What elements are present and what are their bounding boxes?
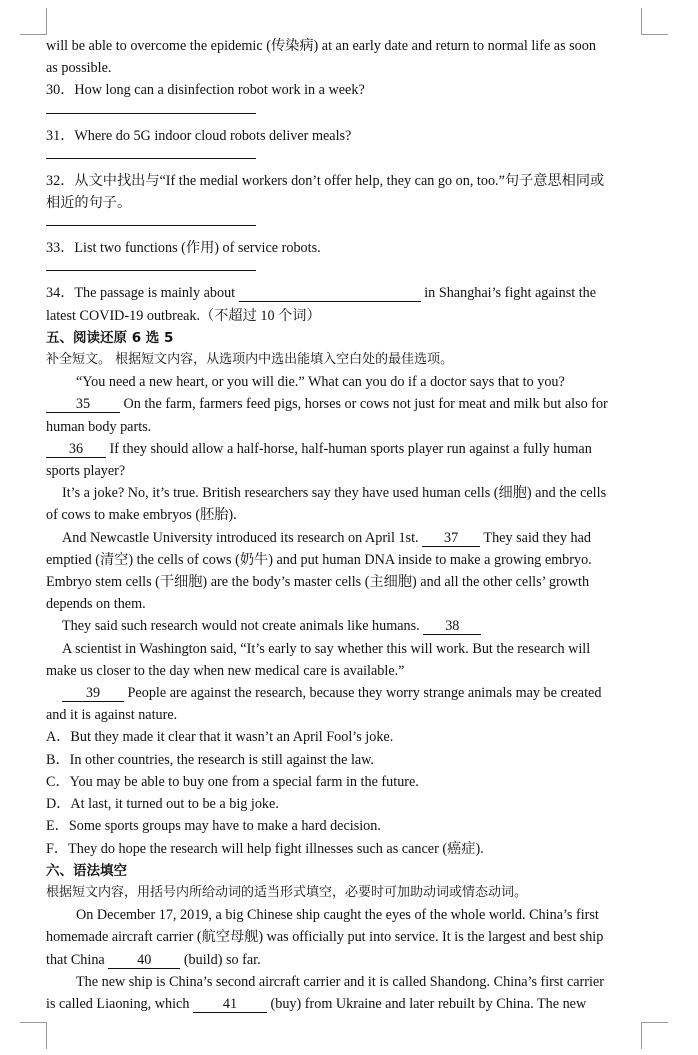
- passage-line: The new ship is China’s second aircraft carrier and it is called Shandong. China’s first carrier: [76, 973, 604, 990]
- text-line: will be able to overcome the epidemic (传染病) at an early date and return to normal life as soon: [46, 38, 596, 54]
- option-b: B．In other countries, the research is still against the law.: [46, 751, 375, 768]
- passage-text: is called Liaoning, which: [46, 995, 190, 1012]
- passage-text: They said they had: [483, 529, 591, 546]
- question-34-prefix: 34．The passage is mainly about: [46, 285, 236, 302]
- question-32-cont: 相近的句子。: [46, 195, 132, 212]
- option-a: A．But they made it clear that it wasn’t an April Fool’s joke.: [46, 729, 394, 746]
- passage-line: and it is against nature.: [46, 707, 178, 724]
- passage-text: (build) so far.: [183, 951, 261, 968]
- passage-line: A scientist in Washington said, “It’s early to say whether this will work. But the research will: [62, 640, 591, 657]
- section-instruction-5: 补全短文。 根据短文内容，从选项内中选出能填入空白处的最佳选项。: [46, 352, 454, 368]
- answer-blank-34[interactable]: [239, 286, 421, 302]
- blank-40[interactable]: 40: [108, 953, 180, 969]
- passage-line: On December 17, 2019, a big Chinese ship caught the eyes of the whole world. China’s first: [76, 907, 599, 924]
- question-34: [46, 282, 642, 304]
- passage-line: [46, 993, 642, 1015]
- passage-text: that China: [46, 951, 105, 968]
- passage-line: It’s a joke? No, it’s true. British researchers say they have used human cells (细胞) and the cells: [62, 485, 607, 502]
- passage-line: [46, 615, 642, 637]
- passage-text: And Newcastle University introduced its research on April 1st.: [62, 529, 419, 546]
- passage-line: [46, 682, 642, 704]
- answer-line-33[interactable]: [46, 261, 256, 271]
- option-c: C．You may be able to buy one from a special farm in the future.: [46, 773, 419, 790]
- question-33: 33．List two functions (作用) of service robots.: [46, 240, 321, 257]
- answer-line-32[interactable]: [46, 216, 256, 226]
- passage-text: They said such research would not create animals like humans.: [62, 618, 420, 635]
- passage-line: [46, 438, 642, 460]
- worksheet-page: [46, 35, 642, 1015]
- blank-39[interactable]: 39: [62, 686, 124, 702]
- option-e: E．Some sports groups may have to make a hard decision.: [46, 818, 381, 835]
- question-31: 31．Where do 5G indoor cloud robots deliver meals?: [46, 127, 352, 144]
- section-heading-6: 六、语法填空: [46, 862, 127, 879]
- passage-line: [46, 527, 642, 549]
- option-d: D．At last, it turned out to be a big joke.: [46, 796, 279, 813]
- passage-line: depends on them.: [46, 596, 146, 613]
- passage-line: of cows to make embryos (胚胎).: [46, 507, 237, 524]
- crop-mark-top-left: [20, 8, 47, 35]
- question-34-suffix: in Shanghai’s fight against the: [424, 285, 597, 302]
- blank-35[interactable]: 35: [46, 397, 120, 413]
- passage-line: “You need a new heart, or you will die.” What can you do if a doctor says that to you?: [76, 374, 565, 391]
- passage-line: Embryo stem cells (干细胞) are the body’s master cells (主细胞) and all the other cells’ growth: [46, 574, 590, 591]
- passage-line: [46, 949, 642, 971]
- passage-line: sports player?: [46, 463, 126, 480]
- blank-36[interactable]: 36: [46, 442, 106, 458]
- text-line: as possible.: [46, 60, 112, 77]
- section-instruction-6: 根据短文内容，用括号内所给动词的适当形式填空，必要时可加助动词或情态动词。: [46, 884, 528, 900]
- question-34-cont: latest COVID-19 outbreak.（不超过 10 个词）: [46, 307, 321, 324]
- option-f: F．They do hope the research will help fight illnesses such as cancer (癌症).: [46, 840, 484, 857]
- section-heading-5: 五、阅读还原 6 选 5: [46, 329, 174, 346]
- passage-text: If they should allow a half-horse, half-human sports player run against a fully human: [109, 440, 592, 457]
- answer-line-30[interactable]: [46, 104, 256, 114]
- passage-line: [46, 393, 642, 415]
- passage-line: human body parts.: [46, 418, 152, 435]
- passage-line: emptied (清空) the cells of cows (奶牛) and put human DNA inside to make a growing embryo.: [46, 551, 592, 568]
- blank-38[interactable]: 38: [423, 619, 481, 635]
- passage-line: make us closer to the day when new medical care is available.”: [46, 662, 405, 679]
- answer-line-31[interactable]: [46, 149, 256, 159]
- blank-41[interactable]: 41: [193, 997, 267, 1013]
- blank-37[interactable]: 37: [422, 531, 480, 547]
- passage-text: People are against the research, because they worry strange animals may be created: [127, 685, 602, 702]
- crop-mark-bottom-left: [20, 1022, 47, 1049]
- passage-text: On the farm, farmers feed pigs, horses or cows not just for meat and milk but also for: [123, 396, 608, 413]
- crop-mark-bottom-right: [641, 1022, 668, 1049]
- passage-line: homemade aircraft carrier (航空母舰) was officially put into service. It is the largest and best ship: [46, 929, 604, 946]
- passage-text: (buy) from Ukraine and later rebuilt by China. The new: [270, 995, 587, 1012]
- crop-mark-top-right: [641, 8, 668, 35]
- question-30: 30．How long can a disinfection robot work in a week?: [46, 82, 365, 99]
- question-32: 32．从文中找出与“If the medial workers don’t offer help, they can go on, too.”句子意思相同或: [46, 172, 605, 189]
